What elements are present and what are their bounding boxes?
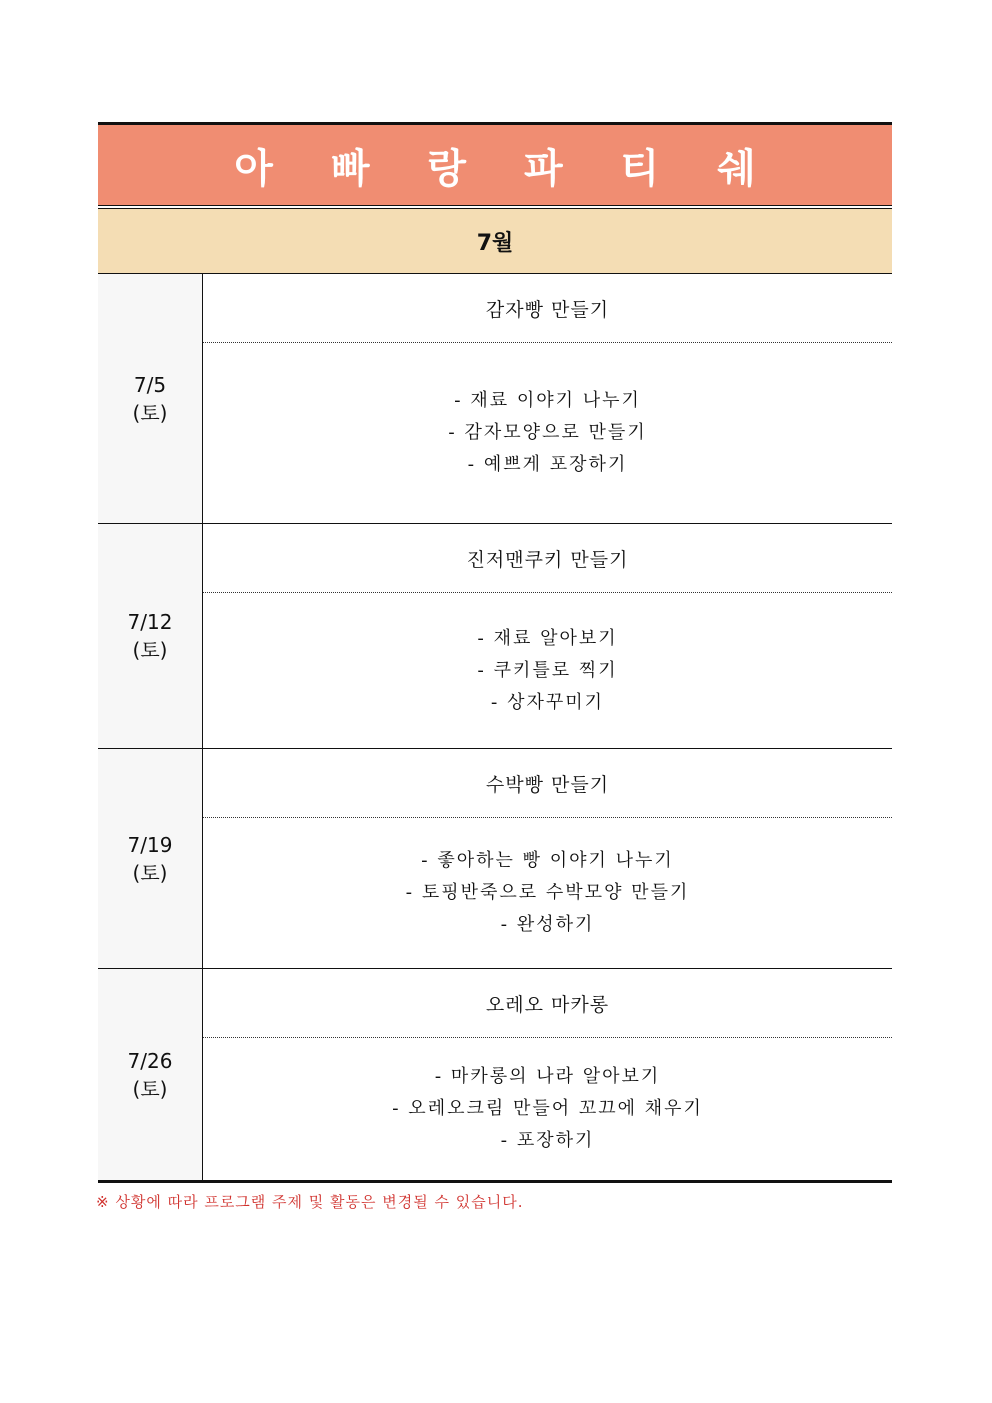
session-day: (토) (132, 860, 168, 885)
session-date: 7/26 (127, 1048, 173, 1073)
activity-step: - 감자모양으로 만들기 (448, 422, 647, 443)
activity-step: - 마카롱의 나라 알아보기 (434, 1066, 661, 1087)
content-cell (203, 274, 892, 523)
date-cell (98, 749, 203, 968)
activity-step: - 오레오크림 만들어 꼬끄에 채우기 (392, 1098, 703, 1119)
month-header: 7월 (98, 208, 892, 274)
content-cell (203, 524, 892, 748)
activity-step: - 재료 이야기 나누기 (454, 390, 641, 411)
session-row (98, 749, 892, 969)
activity-step: - 예쁘게 포장하기 (467, 454, 628, 475)
session-row (98, 524, 892, 749)
session-day: (토) (132, 638, 168, 662)
activity-step: - 완성하기 (500, 914, 595, 935)
activity-step: - 토핑반죽으로 수박모양 만들기 (405, 882, 690, 903)
session-day: (토) (132, 1076, 168, 1101)
session-row (98, 969, 892, 1183)
activity-step: - 재료 알아보기 (477, 627, 618, 649)
activity-step: - 포장하기 (500, 1130, 595, 1151)
date-cell (98, 274, 203, 523)
date-cell (98, 969, 203, 1180)
activity-steps (203, 593, 892, 748)
session-date: 7/12 (127, 610, 173, 634)
session-row (98, 274, 892, 524)
session-day: (토) (132, 400, 168, 425)
title-banner (98, 122, 892, 206)
activity-step: - 좋아하는 빵 이야기 나누기 (421, 850, 674, 871)
activity-title: 오레오 마카롱 (203, 969, 892, 1038)
activity-title: 수박빵 만들기 (203, 749, 892, 818)
program-table (98, 122, 892, 1183)
activity-title: 감자빵 만들기 (203, 274, 892, 343)
content-cell (203, 749, 892, 968)
footnote: ※ 상황에 따라 프로그램 주제 및 활동은 변경될 수 있습니다. (96, 1193, 524, 1211)
session-date: 7/5 (133, 372, 167, 397)
activity-title: 진저맨쿠키 만들기 (203, 524, 892, 593)
activity-steps (203, 343, 892, 523)
session-date: 7/19 (127, 832, 173, 857)
activity-steps (203, 818, 892, 968)
content-cell (203, 969, 892, 1180)
activity-step: - 쿠키틀로 찍기 (477, 659, 618, 681)
activity-steps (203, 1038, 892, 1180)
activity-step: - 상자꾸미기 (490, 691, 605, 713)
page-title: 아 빠 랑 파 티 쉐 (234, 145, 778, 192)
date-cell (98, 524, 203, 748)
